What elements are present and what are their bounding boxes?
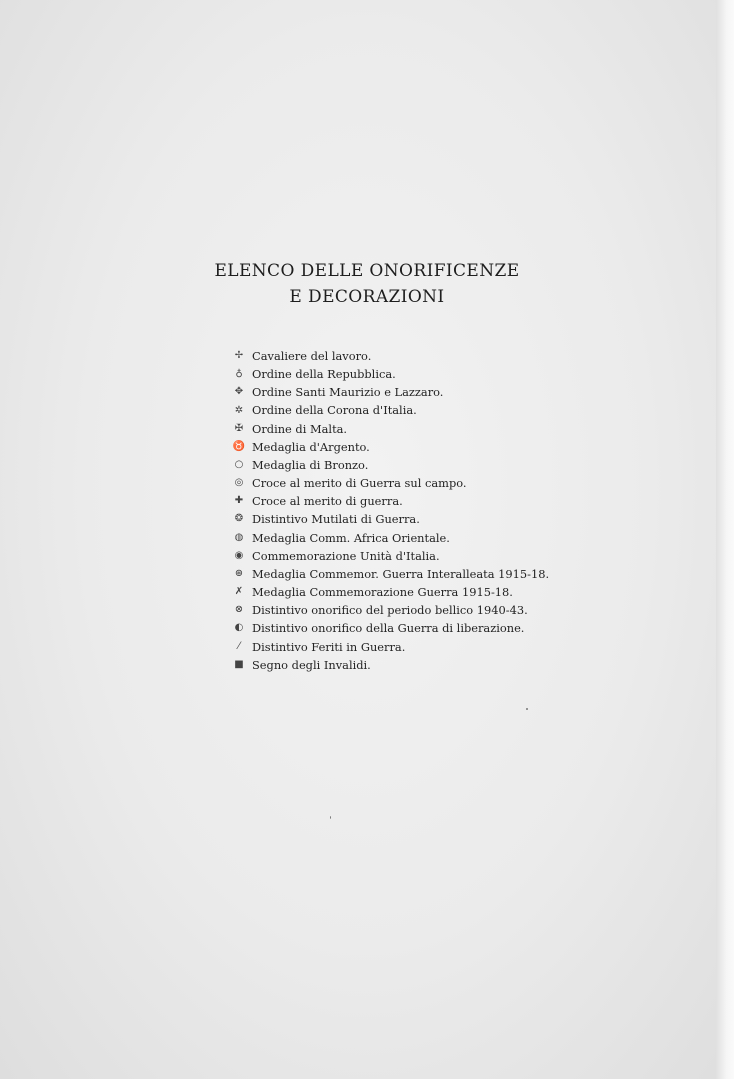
decoration-item [232, 638, 549, 656]
decoration-label: Distintivo Feriti in Guerra. [252, 639, 406, 654]
badge-icon: ❂ [234, 513, 244, 525]
cross-icon: ✢ [234, 350, 244, 362]
decoration-label: Medaglia Commemorazione Guerra 1915-18. [252, 585, 513, 600]
star-cross-icon: ✲ [234, 404, 244, 416]
decoration-label: Segno degli Invalidi. [252, 657, 371, 672]
page-edge-shadow [716, 0, 734, 1079]
decoration-label: Ordine di Malta. [252, 421, 348, 436]
heading-line-2: E DECORAZIONI [289, 287, 445, 307]
medal-icon: ♉ [232, 440, 246, 452]
decoration-item [232, 492, 549, 510]
decoration-item [232, 547, 549, 565]
decoration-item [232, 456, 549, 474]
decoration-item [232, 347, 549, 365]
decoration-label: Ordine della Repubblica. [252, 367, 396, 382]
decoration-label: Croce al merito di guerra. [252, 494, 403, 509]
africa-medal-icon: ◍ [234, 531, 244, 543]
decoration-label: Distintivo onorifico del periodo bellico 1940-43. [252, 603, 528, 618]
decoration-label: Commemorazione Unità d'Italia. [252, 548, 440, 563]
decoration-label: Medaglia d'Argento. [252, 439, 370, 454]
maltese-cross-icon: ✥ [234, 386, 244, 398]
dust-speck [526, 708, 528, 710]
rosette-icon: ◎ [234, 477, 244, 489]
decoration-item [232, 583, 549, 601]
circle-icon: ○ [234, 459, 244, 471]
dust-speck [330, 816, 331, 819]
decoration-label: Cavaliere del lavoro. [252, 349, 372, 363]
decoration-item [232, 474, 549, 492]
decoration-label: Distintivo Mutilati di Guerra. [252, 512, 420, 527]
decoration-item [232, 529, 549, 547]
decoration-label: Medaglia di Bronzo. [252, 457, 369, 472]
heading-line-1: ELENCO DELLE ONORIFICENZE [214, 261, 520, 281]
decoration-item [232, 619, 549, 637]
decoration-label: Medaglia Commemor. Guerra Interalleata 1915-18. [252, 566, 550, 581]
decoration-item [232, 601, 549, 619]
decoration-item [232, 401, 549, 419]
decoration-label: Ordine della Corona d'Italia. [252, 403, 417, 418]
decoration-item [232, 365, 549, 383]
wounded-stripe-icon: ⁄ [238, 640, 240, 652]
wartime-badge-icon: ⊗ [234, 604, 244, 616]
decoration-item [232, 438, 549, 456]
invalid-square-icon: ■ [234, 658, 244, 670]
decorations-list [232, 347, 549, 674]
victory-medal-icon: ⊛ [234, 567, 244, 579]
decoration-label: Distintivo onorifico della Guerra di liberazione. [252, 621, 525, 636]
decoration-item [232, 656, 549, 674]
page-heading [0, 258, 734, 310]
bold-cross-icon: ✚ [234, 495, 244, 507]
decoration-item [232, 510, 549, 528]
decoration-label: Croce al merito di Guerra sul campo. [252, 476, 467, 491]
crossed-swords-icon: ✗ [234, 586, 244, 598]
decoration-label: Medaglia Comm. Africa Orientale. [252, 530, 450, 545]
decoration-item [232, 383, 549, 401]
medal-ribbon-icon: ♁ [235, 368, 243, 380]
liberation-badge-icon: ◐ [234, 622, 244, 634]
double-cross-icon: ✠ [234, 422, 244, 434]
decoration-item [232, 565, 549, 583]
decoration-label: Ordine Santi Maurizio e Lazzaro. [252, 385, 444, 400]
decoration-item [232, 420, 549, 438]
unity-medal-icon: ◉ [234, 549, 244, 561]
